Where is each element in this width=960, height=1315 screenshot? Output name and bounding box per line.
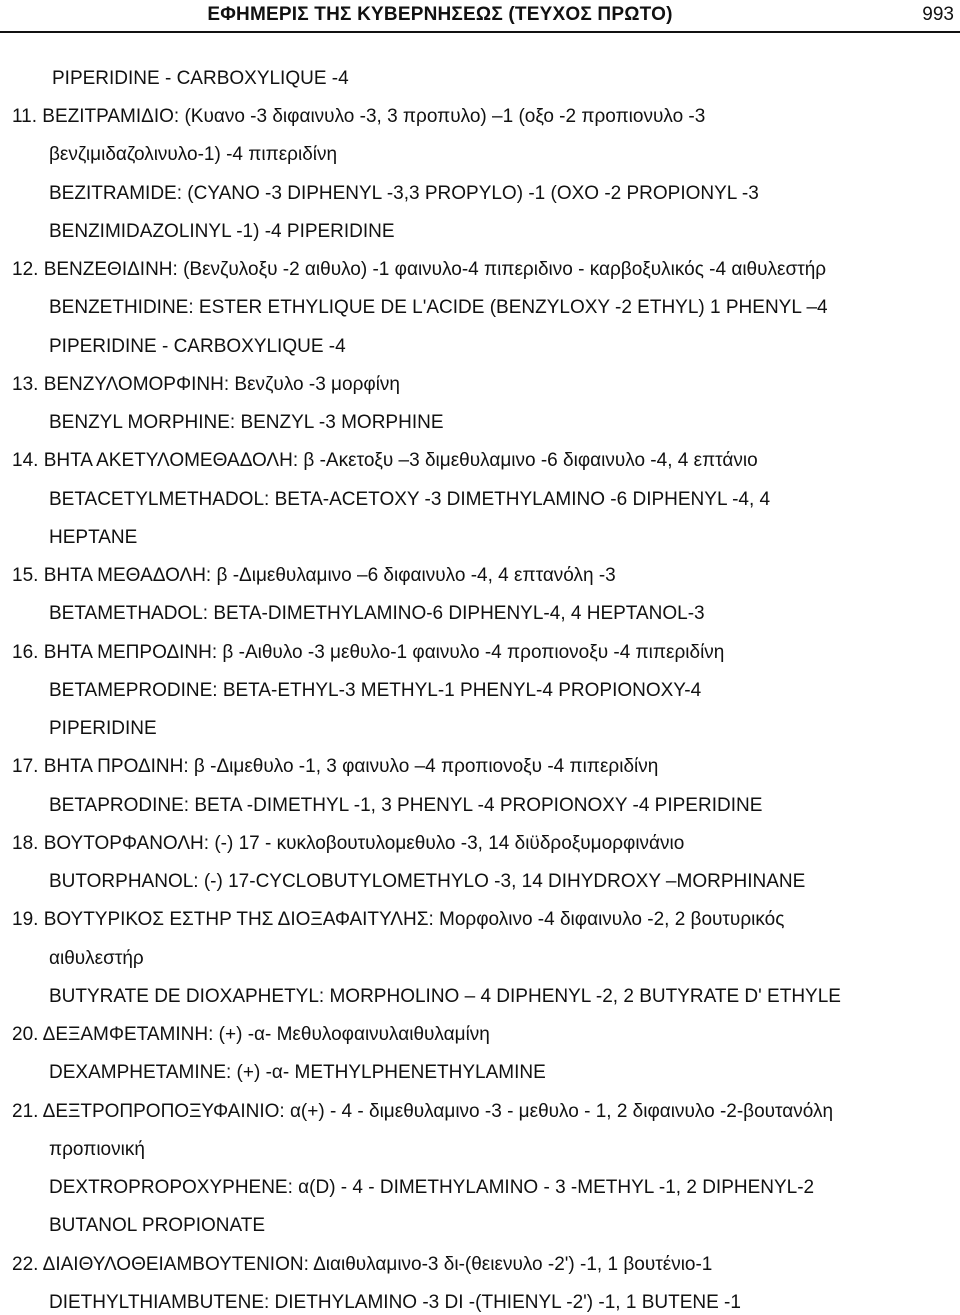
text-line: HEPTANE bbox=[49, 527, 138, 548]
entry-heading: 13. ΒΕΝΖΥΛΟΜΟΡΦΙΝΗ: Βενζυλο -3 μορφίνη bbox=[12, 374, 400, 395]
page-number: 993 bbox=[922, 4, 954, 25]
text-line: PIPERIDINE - CARBOXYLIQUE -4 bbox=[49, 336, 346, 357]
gazette-title: ΕΦΗΜΕΡΙΣ ΤΗΣ ΚΥΒΕΡΝΗΣΕΩΣ (ΤΕΥΧΟΣ ΠΡΩΤΟ) bbox=[207, 4, 673, 25]
text-line: BETAMEPRODINE: BETA-ETHYL-3 METHYL-1 PHENYL-4 PROPIONOXY-4 bbox=[49, 680, 702, 701]
text-line: PIPERIDINE bbox=[49, 718, 157, 739]
text-line: BENZIMIDAZOLINYL -1) -4 PIPERIDINE bbox=[49, 221, 395, 242]
entry-heading: 20. ΔΕΞΑΜΦΕΤΑΜΙΝΗ: (+) -α- Μεθυλοφαινυλαιθυλαμίνη bbox=[12, 1024, 490, 1045]
text-line: BUTANOL PROPIONATE bbox=[49, 1215, 266, 1236]
entry-heading: 15. ΒΗΤΑ ΜΕΘΑΔΟΛΗ: β -Διμεθυλαμινο –6 διφαινυλο -4, 4 επτανόλη -3 bbox=[12, 565, 616, 586]
entry-heading: 21. ΔΕΞΤΡΟΠΡΟΠΟΞΥΦΑΙΝΙΟ: α(+) - 4 - διμεθυλαμινο -3 - μεθυλο - 1, 2 διφαινυλο -2-βουτανόλη bbox=[12, 1101, 834, 1122]
text-line: BUTORPHANOL: (-) 17-CYCLOBUTYLOMETHYLO -3, 14 DIHYDROXY –MORPHINANE bbox=[49, 871, 806, 892]
entry-heading: 22. ΔΙΑΙΘΥΛΟΘΕΙΑΜΒΟΥΤΕΝΙΟΝ: Διαιθυλαμινο-3 δι-(θειενυλο -2') -1, 1 βουτένιο-1 bbox=[12, 1254, 713, 1275]
entry-heading: 14. ΒΗΤΑ ΑΚΕΤΥΛΟΜΕΘΑΔΟΛΗ: β -Ακετοξυ –3 διμεθυλαμινο -6 διφαινυλο -4, 4 επτάνιο bbox=[12, 450, 758, 471]
text-line: BETAPRODINE: BETA -DIMETHYL -1, 3 PHENYL -4 PROPIONOXY -4 PIPERIDINE bbox=[49, 795, 763, 816]
text-line: BETACETYLMETHADOL: BETA-ACETOXY -3 DIMETHYLAMINO -6 DIPHENYL -4, 4 bbox=[49, 489, 771, 510]
text-line: βενζιμιδαζολινυλο-1) -4 πιπεριδίνη bbox=[49, 144, 338, 165]
text-line: BETAMETHADOL: BETA-DIMETHYLAMINO-6 DIPHENYL-4, 4 HEPTANOL-3 bbox=[49, 603, 705, 624]
text-line: BUTYRATE DE DIOXAPHETYL: MORPHOLINO – 4 DIPHENYL -2, 2 BUTYRATE D' ETHYLE bbox=[49, 986, 841, 1007]
header-rule bbox=[0, 31, 960, 33]
text-line: προπιονική bbox=[49, 1139, 145, 1160]
text-line: BENZYL MORPHINE: BENZYL -3 MORPHINE bbox=[49, 412, 444, 433]
text-line: BENZETHIDINE: ESTER ETHYLIQUE DE L'ACIDE (BENZYLOXY -2 ETHYL) 1 PHENYL –4 bbox=[49, 297, 828, 318]
text-line: αιθυλεστήρ bbox=[49, 948, 144, 969]
text-line: DEXTROPROPOXYPHENE: α(D) - 4 - DIMETHYLAMINO - 3 -METHYL -1, 2 DIPHENYL-2 bbox=[49, 1177, 815, 1198]
entry-heading: 18. ΒΟΥΤΟΡΦΑΝΟΛΗ: (-) 17 - κυκλοβουτυλομεθυλο -3, 14 διϋδροξυμορφινάνιο bbox=[12, 833, 685, 854]
entry-heading: 11. ΒΕΖΙΤΡΑΜΙΔΙΟ: (Κυανο -3 διφαινυλο -3, 3 προπυλο) –1 (οξο -2 προπιονυλο -3 bbox=[12, 106, 706, 127]
entry-heading: 16. ΒΗΤΑ ΜΕΠΡΟΔΙΝΗ: β -Αιθυλο -3 μεθυλο-1 φαινυλο -4 προπιονοξυ -4 πιπεριδίνη bbox=[12, 642, 725, 663]
page-header bbox=[0, 0, 960, 34]
entry-heading: 12. ΒΕΝΖΕΘΙΔΙΝΗ: (Βενζυλοξυ -2 αιθυλο) -1 φαινυλο-4 πιπεριδινο - καρβοξυλικός -4 αιθυλεστήρ bbox=[12, 259, 827, 280]
entry-heading: 17. ΒΗΤΑ ΠΡΟΔΙΝΗ: β -Διμεθυλο -1, 3 φαινυλο –4 προπιονοξυ -4 πιπεριδίνη bbox=[12, 756, 659, 777]
text-line: DEXAMPHETAMINE: (+) -α- METHYLPHENETHYLAMINE bbox=[49, 1062, 546, 1083]
text-line: PIPERIDINE - CARBOXYLIQUE -4 bbox=[52, 68, 349, 89]
text-line: DIETHYLTHIAMBUTENE: DIETHYLAMINO -3 DI -(THIENYL -2') -1, 1 BUTENE -1 bbox=[49, 1292, 741, 1313]
text-line: BEZITRAMIDE: (CYANO -3 DIPHENYL -3,3 PROPYLO) -1 (OXO -2 PROPIONYL -3 bbox=[49, 183, 759, 204]
entry-heading: 19. ΒΟΥΤΥΡΙΚΟΣ ΕΣΤΗΡ ΤΗΣ ΔΙΟΞΑΦΑΙΤΥΛΗΣ: Μορφολινο -4 διφαινυλο -2, 2 βουτυρικός bbox=[12, 909, 785, 930]
